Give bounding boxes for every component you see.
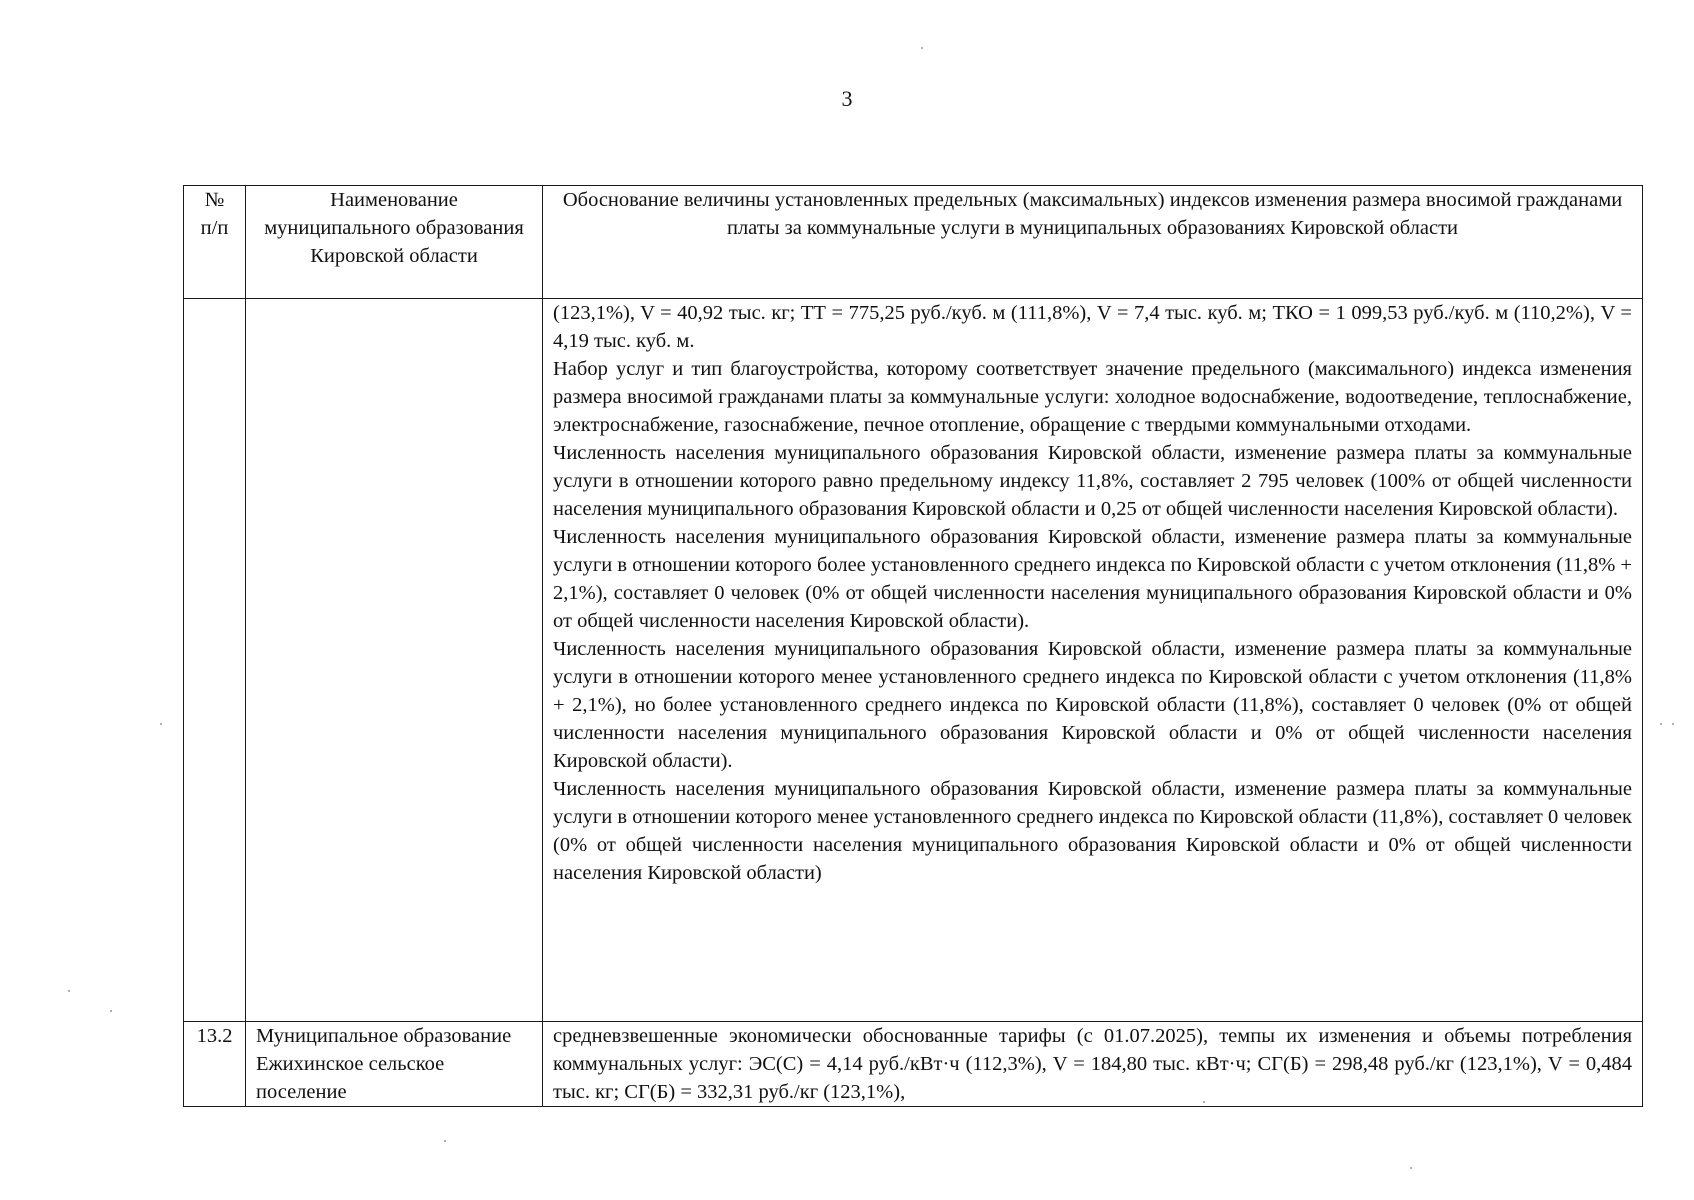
paragraph-population-below-average: Численность населения муниципального образования Кировской области, изменение размера платы за коммунальные услуги в отношении которого менее установленного среднего индекса по Кировской области (11,8%), составляет 0 человек (0% от общей численности населения муниципального образования Кировской области и 0% от общей численности населения Кировской области) xyxy=(553,778,1632,884)
municipality-name: Муниципальное образование Ежихинское сельское поселение xyxy=(256,1025,512,1103)
paragraph-services-set: Набор услуг и тип благоустройства, которому соответствует значение предельного (максимального) индекса изменения размера вносимой гражданами платы за коммунальные услуги: холодное водоснабжение, водоотведение, теплоснабжение, электроснабжение, газоснабжение, печное отопление, обращение с твердыми коммунальными отходами. xyxy=(553,358,1632,436)
header-justification: Обоснование величины установленных предельных (максимальных) индексов изменения размера вносимой гражданами платы за коммунальные услуги в муниципальных образованиях Кировской области xyxy=(543,186,1643,299)
cell-number-empty xyxy=(184,299,246,1022)
paragraph-population-between: Численность населения муниципального образования Кировской области, изменение размера платы за коммунальные услуги в отношении которого менее установленного среднего индекса по Кировской области с учетом отклонения (11,8% + 2,1%), но более установленного среднего индекса по Кировской области (11,8%), составляет 0 человек (0% от общей численности населения муниципального образования Кировской области и 0% от общей численности населения Кировской области). xyxy=(553,638,1632,772)
paragraph-tariffs-tail: (123,1%), V = 40,92 тыс. кг; ТТ = 775,25 руб./куб. м (111,8%), V = 7,4 тыс. куб. м; ТКО = 1 099,53 руб./куб. м (110,2%), V = 4,19 тыс. куб. м. xyxy=(553,302,1632,352)
page-number: 3 xyxy=(841,86,853,111)
table-row-13-2 xyxy=(184,1022,1643,1107)
cell-justification xyxy=(543,1022,1643,1107)
cell-municipality-name xyxy=(246,1022,543,1107)
table-header-row xyxy=(184,186,1643,299)
tariff-justification-table xyxy=(183,185,1643,1107)
cell-justification-continuation xyxy=(543,299,1643,1022)
paragraph-population-equal-index: Численность населения муниципального образования Кировской области, изменение размера платы за коммунальные услуги в отношении которого равно предельному индексу 11,8%, составляет 2 795 человек (100% от общей численности населения муниципального образования Кировской области и 0,25 от общей численности населения Кировской области). xyxy=(553,442,1632,520)
cell-name-empty xyxy=(246,299,543,1022)
header-number: № п/п xyxy=(184,186,246,299)
paragraph-population-above-deviation: Численность населения муниципального образования Кировской области, изменение размера платы за коммунальные услуги в отношении которого более установленного среднего индекса по Кировской области с учетом отклонения (11,8% + 2,1%), составляет 0 человек (0% от общей численности населения муниципального образования Кировской области и 0% от общей численности населения Кировской области). xyxy=(553,526,1632,632)
cell-number xyxy=(184,1022,246,1107)
row-number: 13.2 xyxy=(196,1025,233,1047)
table-row-continuation xyxy=(184,299,1643,1022)
header-municipality-name: Наименование муниципального образования Кировской области xyxy=(246,186,543,299)
paragraph-tariffs-head: средневзвешенные экономически обоснованные тарифы (с 01.07.2025), темпы их изменения и объемы потребления коммунальных услуг: ЭС(С) = 4,14 руб./кВт·ч (112,3%), V = 184,80 тыс. кВт·ч; СГ(Б) = 298,48 руб./кг (123,1%), V = 0,484 тыс. кг; СГ(Б) = 332,31 руб./кг (123,1%), xyxy=(553,1025,1632,1103)
